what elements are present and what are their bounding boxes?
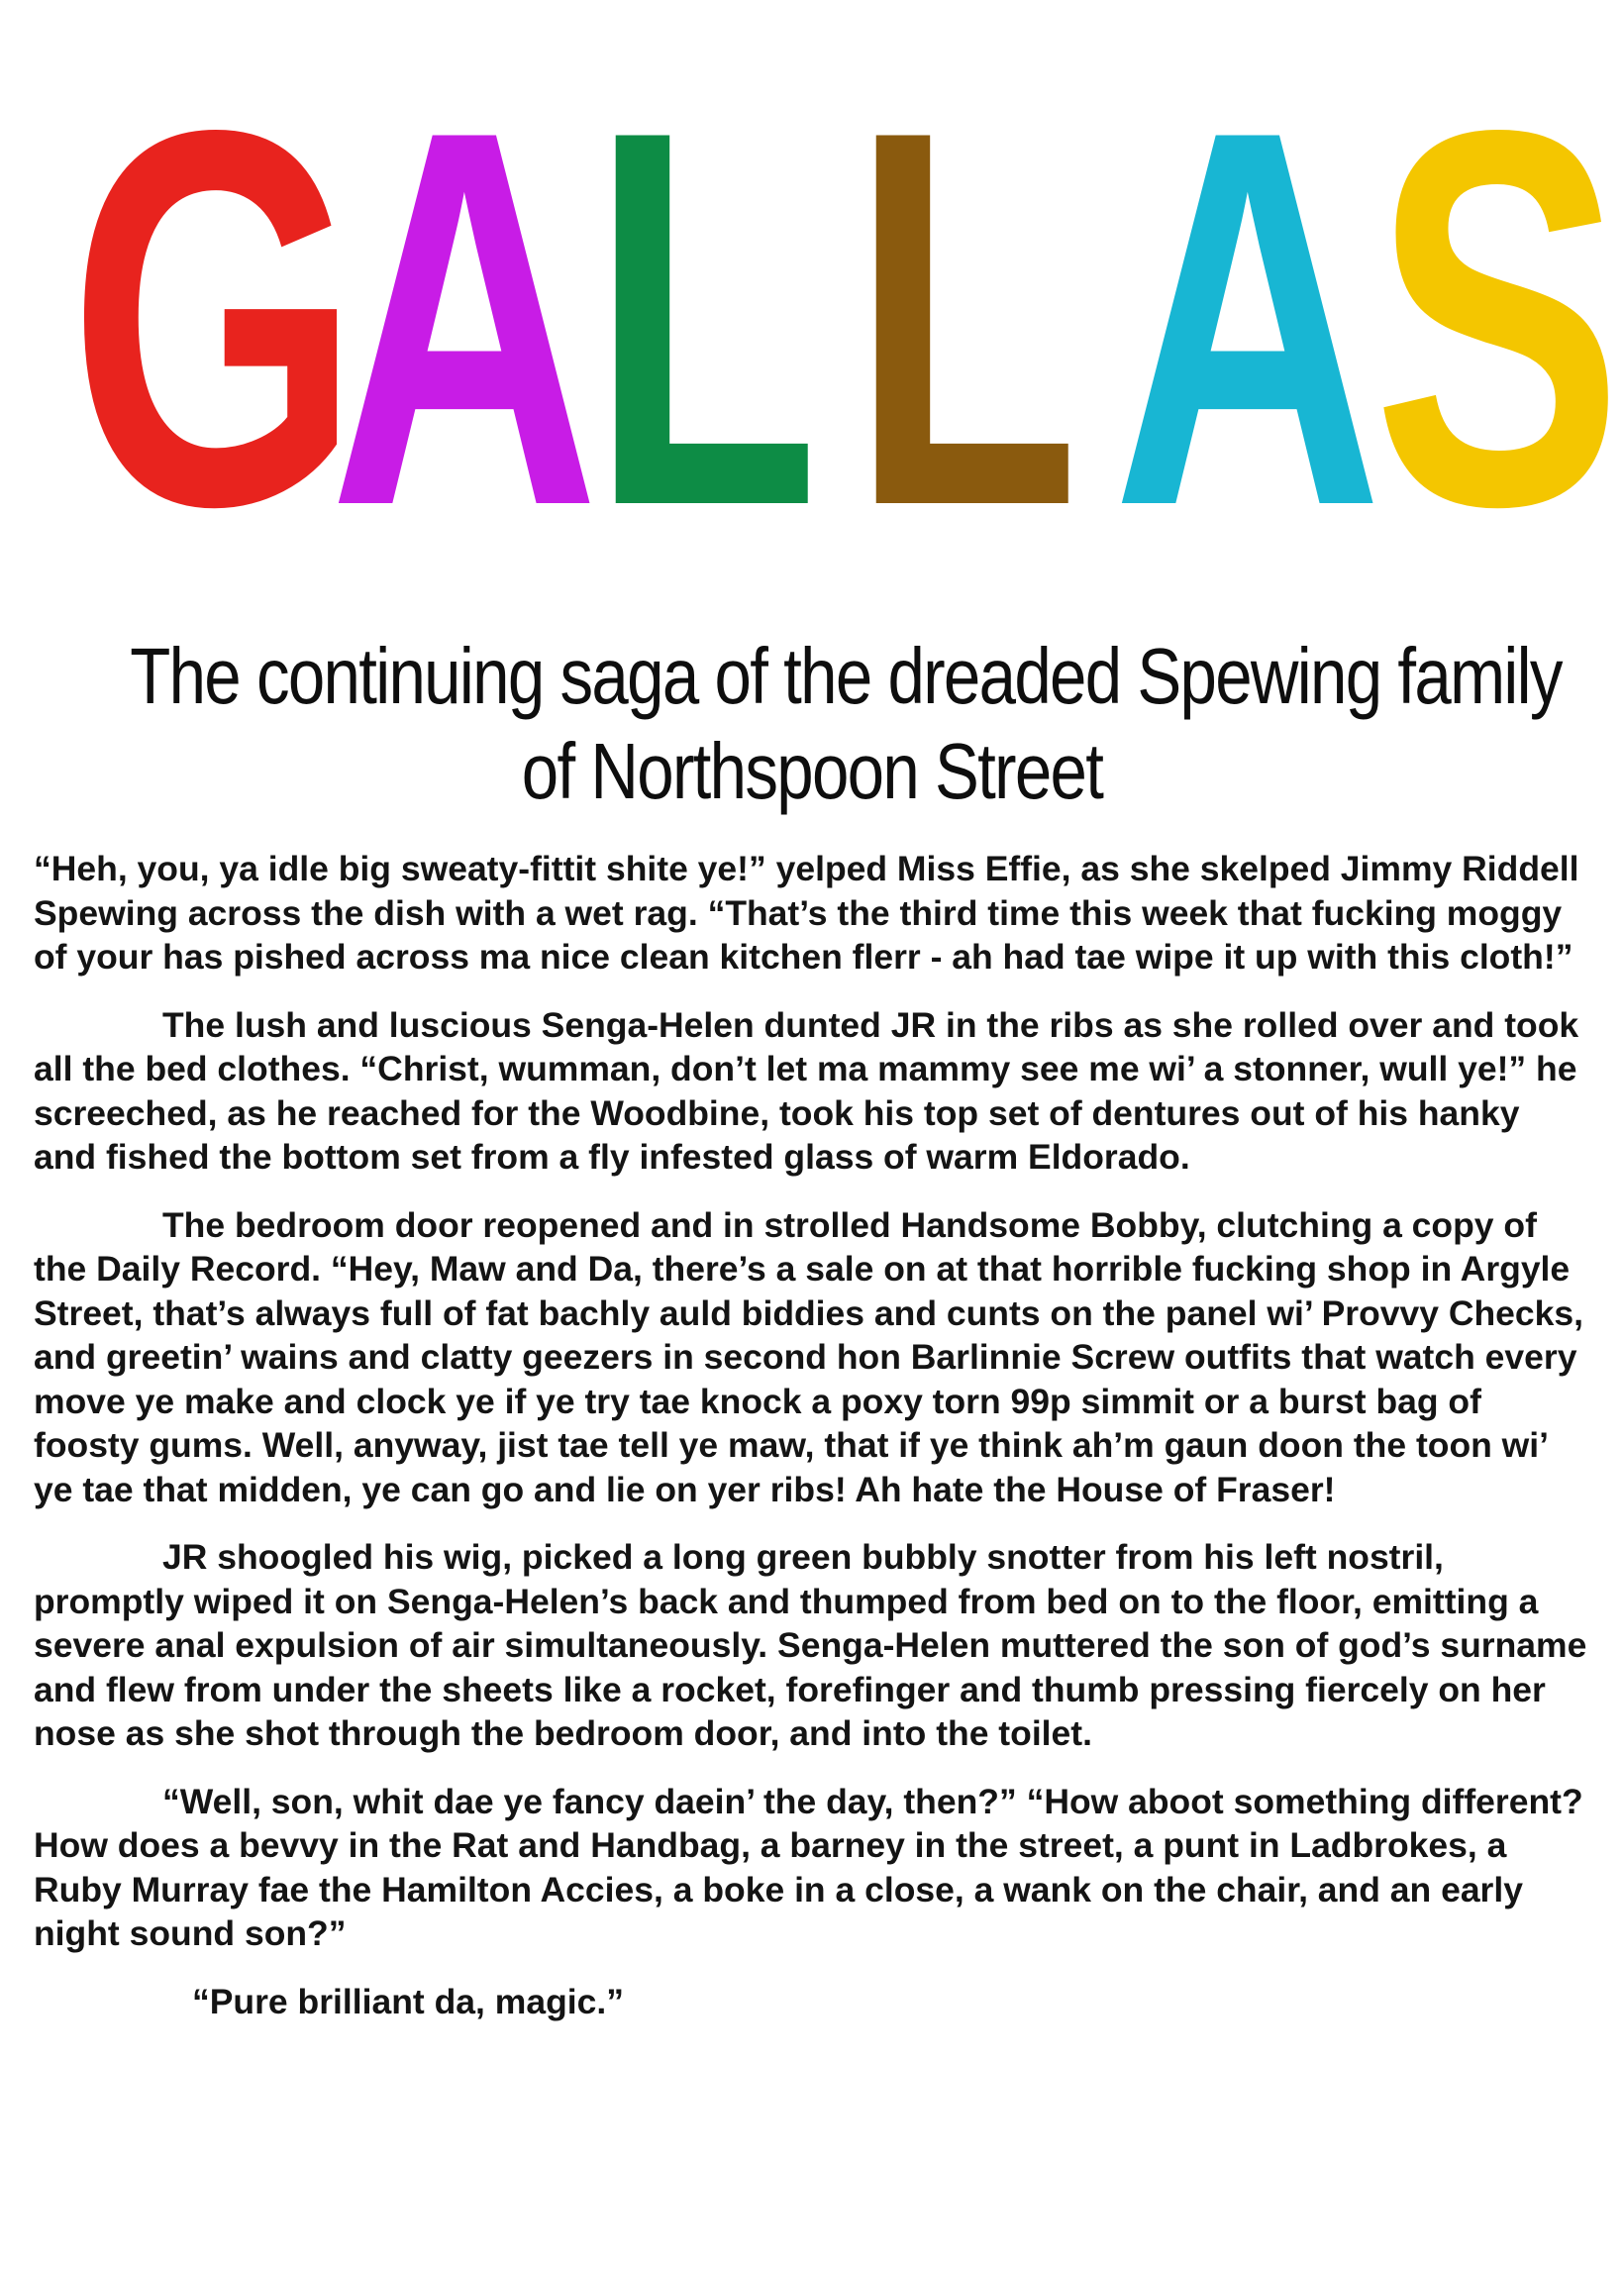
masthead-letter-a1: A <box>329 20 595 617</box>
masthead-title <box>30 20 1617 617</box>
story-paragraph-1: “Heh, you, ya idle big sweaty-fittit shite ye!” yelped Miss Effie, as she skelped Jimmy Riddell Spewing across the dish with a wet rag. “That’s the third time this week that fucking moggy of your has pished across ma nice clean kitchen flerr - ah had tae wipe it up with this cloth!” <box>34 849 1579 977</box>
story-paragraph-2: The lush and luscious Senga-Helen dunted JR in the ribs as she rolled over and took all the bed clothes. “Christ, wumman, don’t let ma mammy see me wi’ a stonner, wull ye!” he screeched, as he reached for the Woodbine, took his top set of dentures out of his hanky and fished the bottom set from a fly infested glass of warm Eldorado. <box>34 1004 1579 1177</box>
masthead-letter-g: G <box>68 20 355 617</box>
masthead-letter-s: S <box>1372 20 1617 617</box>
subtitle <box>0 629 1624 819</box>
story-paragraph-5: “Well, son, whit dae ye fancy daein’ the day, then?” “How aboot something different? How does a bevvy in the Rat and Handbag, a barney in the street, a punt in Ladbrokes, a Ruby Murray fae the Hamilton Accies, a boke in a close, a wank on the chair, and an early night sound son?” <box>34 1781 1583 1953</box>
story-body <box>34 847 1590 2047</box>
subtitle-line-2: of Northspoon Street <box>521 727 1103 815</box>
story-paragraph-6: “Pure brilliant da, magic.” <box>192 1981 624 2021</box>
masthead-letter-a2: A <box>1112 20 1377 617</box>
story-paragraph-3: The bedroom door reopened and in strolled Handsome Bobby, clutching a copy of the Daily Record. “Hey, Maw and Da, there’s a sale on at that horrible fucking shop in Argyle Street, that’s always full of fat bachly auld biddies and cunts on the panel wi’ Provvy Checks, and greetin’ wains and clatty geezers in second hon Barlinnie Screw outfits that watch every move ye make and clock ye if ye try tae knock a poxy torn 99p simmit or a burst bag of foosty gums. Well, anyway, jist tae tell ye maw, that if ye think ah’m gaun doon the toon wi’ ye tae that midden, ye can go and lie on yer ribs! Ah hate the House of Fraser! <box>34 1204 1584 1509</box>
masthead-letter-l1: L <box>590 20 814 617</box>
masthead-letter-l2: L <box>851 20 1074 617</box>
subtitle-line-1: The continuing saga of the dreaded Spewing family <box>130 632 1562 720</box>
story-paragraph-4: JR shoogled his wig, picked a long green bubbly snotter from his left nostril, promptly wiped it on Senga-Helen’s back and thumped from bed on to the floor, emitting a severe anal expulsion of air simultaneously. Senga-Helen muttered the son of god’s surname and flew from under the sheets like a rocket, forefinger and thumb pressing fiercely on her nose as she shot through the bedroom door, and into the toilet. <box>34 1537 1587 1753</box>
